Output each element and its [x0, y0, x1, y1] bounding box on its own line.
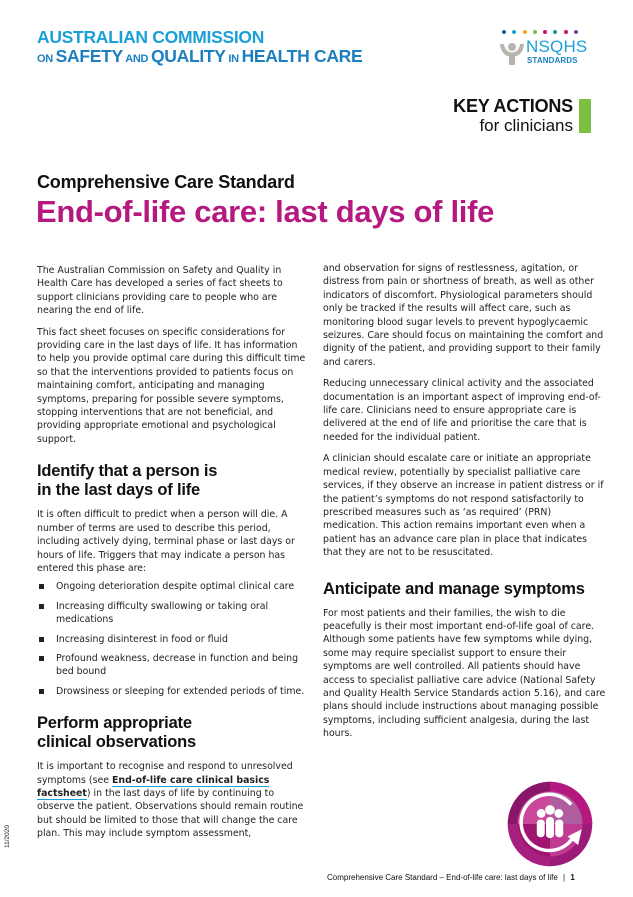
comprehensive-care-standard-icon [506, 780, 594, 868]
commission-logo [37, 28, 362, 69]
column-left [37, 264, 307, 849]
triggers-list [37, 580, 307, 698]
footer-separator: | [563, 873, 566, 882]
section-heading-identify: Identify that a person is in the last days of life [37, 462, 218, 500]
standards-wordmark: STANDARDS [527, 56, 578, 65]
page-title: End-of-life care: last days of life [36, 194, 495, 229]
publication-date: 11/2020 [4, 824, 11, 848]
green-accent-bar [579, 99, 591, 133]
identify-body: It is often difficult to predict when a person will die. A number of terms are used to describe this period, including actively dying, terminal phase or last days or hours of life. Triggers that may indicate a person has entered this phase are: [37, 509, 295, 574]
person-figure-icon [498, 40, 526, 66]
reducing-activity-paragraph: Reducing unnecessary clinical activity and the associated documentation is an important aspect of improving end-of-life care. Clinicians need to ensure appropriate care is delivered at the end of life and prioritise the care that is needed for the individual patient. [323, 378, 601, 443]
intro-paragraph-2: This fact sheet focuses on specific considerations for providing care in the last days of life. It has information to help you provide optimal care during this difficult time so that the interventions provided to patients focus on maintaining comfort, anticipating and managing symptoms, preparing for possible severe symptoms, stopping interventions that are not beneficial, and providing appropriate emotional and psychological support. [37, 326, 306, 445]
list-item: Increasing difficulty swallowing or taking oral medications [37, 600, 307, 627]
list-item: Increasing disinterest in food or fluid [37, 633, 307, 646]
key-actions-label: KEY ACTIONS for clinicians [453, 96, 573, 135]
section-heading-symptoms: Anticipate and manage symptoms [323, 579, 585, 598]
page-number: 1 [570, 873, 575, 882]
intro-paragraph-1: The Australian Commission on Safety and Quality in Health Care has developed a series of fact sheets to support clinicians providing care to people who are nearing the end of life. [37, 265, 283, 317]
observations-body: It is important to recognise and respond to unresolved symptoms (see End-of-life care clinical basics factsheet) in the last days of life by continuing to observe the patient. Observations should remain routine but should be limited to those that will change the care plan. This may include symptom assessment, [37, 761, 304, 840]
nsqhs-wordmark: NSQHS [526, 37, 588, 56]
section-heading-observations: Perform appropriate clinical observations [37, 714, 197, 752]
org-name-line1: AUSTRALIAN COMMISSION [37, 27, 265, 47]
list-item: Drowsiness or sleeping for extended periods of time. [37, 685, 307, 698]
standard-subtitle: Comprehensive Care Standard [37, 172, 295, 192]
page-footer [327, 873, 575, 882]
escalate-care-paragraph: A clinician should escalate care or initiate an appropriate medical review, potentially by specialist palliative care services, if they observe an increase in patient distress or if the patient’s symptoms do not respond satisfactorily to prescribed measures such as ‘as required’ (PRN) medication. This action remains important even when a patient has an advance care plan in place that indicates that they are not to be resuscitated. [323, 453, 604, 559]
nsqhs-logo [496, 28, 596, 68]
nsqhs-dots-icon [502, 30, 578, 34]
list-item: Ongoing deterioration despite optimal clinical care [37, 580, 307, 593]
footer-text: Comprehensive Care Standard – End-of-life care: last days of life [327, 873, 558, 882]
org-name-line2: ON SAFETY AND QUALITY IN HEALTH CARE [37, 46, 363, 66]
symptoms-body: For most patients and their families, the wish to die peacefully is their most important end-of-life goal of care. Although some patients have few symptoms while dying, some may require specialist support to ensure their symptoms are well controlled. All patients should have access to specialist palliative care advice (National Safety and Quality Health Service Standards action 5.16), and care plans should include instructions about managing possible symptoms, including sufficient analgesia, during the last hours. [323, 607, 606, 740]
observations-continued: and observation for signs of restlessness, agitation, or distress from pain or shortness of breath, as well as other indicators of discomfort. Physiological parameters should only be tracked if the results will affect care, such as monitoring blood sugar levels to prevent hypoglycaemic seizures. Care should focus on maintaining the comfort and dignity of the patient, and providing support to their family and carers. [323, 263, 604, 368]
list-item: Profound weakness, decrease in function and being bed bound [37, 652, 307, 679]
column-right [323, 262, 606, 749]
clinical-basics-factsheet-link[interactable]: End-of-life care clinical basics factsheet [37, 774, 270, 799]
